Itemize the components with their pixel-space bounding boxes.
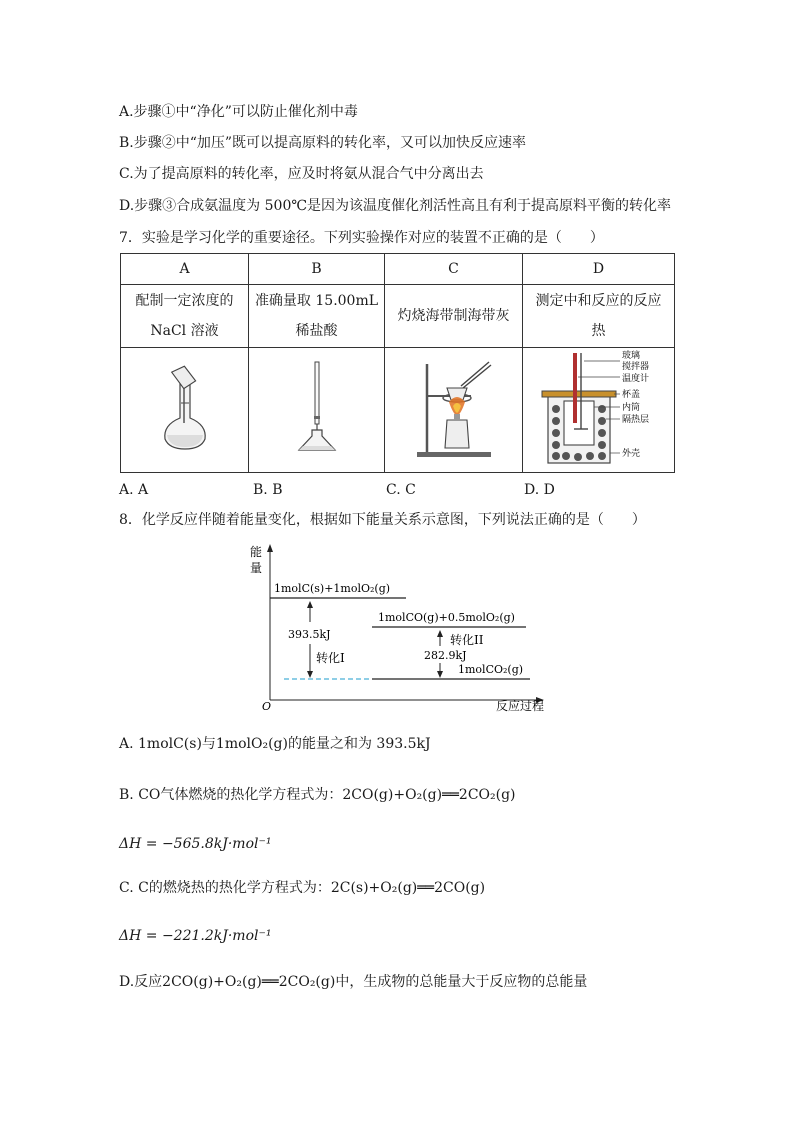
desc-d-line1: 测定中和反应的反应	[535, 293, 662, 309]
level-bottom-label: 1molCO₂(g)	[458, 663, 524, 676]
col-header-b: B	[249, 254, 385, 285]
q8-option-d: D.反应2CO(g)+O₂(g)══2CO₂(g)中，生成物的总能量大于反应物的总能量	[119, 974, 588, 990]
col-header-a: A	[121, 254, 249, 285]
q6-option-b: B.步骤②中“加压”既可以提高原料的转化率，又可以加快反应速率	[119, 135, 527, 151]
q8-option-a: A. 1molC(s)与1molO₂(g)的能量之和为 393.5kJ	[119, 736, 431, 752]
q8-option-b-dh: ΔH = −565.8kJ·mol⁻¹	[119, 836, 272, 852]
q8-stem: 8．化学反应伴随着能量变化，根据如下能量关系示意图，下列说法正确的是（ ）	[119, 512, 646, 528]
q7-choice-a: A. A	[119, 482, 149, 498]
origin-label: O	[262, 700, 272, 713]
desc-a-line1: 配制一定浓度的	[135, 293, 234, 309]
q6-option-c: C.为了提高原料的转化率，应及时将氨从混合气中分离出去	[119, 166, 484, 182]
col-header-c: C	[385, 254, 523, 285]
apparatus-a	[121, 348, 249, 473]
desc-d-line2: 热	[591, 323, 606, 339]
q6-option-a: A.步骤①中“净化”可以防止催化剂中毒	[119, 104, 358, 120]
col-header-d: D	[523, 254, 675, 285]
label-inner: 内筒	[621, 403, 640, 413]
path1-label: 转化I	[316, 651, 345, 665]
label-thermometer: 温度计	[621, 374, 649, 384]
q8-option-b: B. CO气体燃烧的热化学方程式为：2CO(g)+O₂(g)══2CO₂(g)	[119, 787, 516, 803]
burette-flask-icon	[287, 360, 347, 456]
experiment-table	[120, 253, 675, 473]
label-shell: 外壳	[621, 449, 640, 459]
desc-c-line1: 灼烧海带制海带灰	[397, 308, 510, 324]
desc-d	[523, 285, 675, 348]
label-lid: 杯盖	[621, 390, 640, 400]
x-label: 反应过程	[496, 699, 545, 713]
desc-b-line1: 准确量取 15.00mL	[254, 293, 379, 309]
label-insulation: 隔热层	[621, 415, 649, 425]
crucible-burner-icon	[409, 356, 499, 460]
label-stirrer: 搅拌器	[621, 362, 649, 372]
apparatus-d	[523, 348, 675, 473]
apparatus-b	[249, 348, 385, 473]
level-top-label: 1molC(s)+1molO₂(g)	[274, 582, 391, 595]
delta1-label: 393.5kJ	[288, 628, 331, 641]
path2-label: 转化II	[450, 633, 484, 647]
q8-option-c-dh: ΔH = −221.2kJ·mol⁻¹	[119, 928, 272, 944]
q6-option-d: D.步骤③合成氨温度为 500℃是因为该温度催化剂活性高且有利于提高原料平衡的转化率	[119, 198, 672, 214]
q7-choice-b: B. B	[253, 482, 283, 498]
desc-c	[385, 285, 523, 348]
q8-option-c: C. C的燃烧热的热化学方程式为：2C(s)+O₂(g)══2CO(g)	[119, 880, 486, 896]
y-label-1: 能	[250, 545, 263, 559]
volumetric-flask-icon	[155, 363, 215, 453]
desc-a-line2: NaCl 溶液	[150, 323, 219, 339]
delta2-label: 282.9kJ	[424, 649, 467, 662]
q7-choice-c: C. C	[386, 482, 416, 498]
desc-a	[121, 285, 249, 348]
desc-b-line2: 稀盐酸	[295, 323, 338, 339]
calorimeter-icon	[534, 349, 664, 467]
q7-choice-d: D. D	[524, 482, 555, 498]
label-glass: 玻璃	[621, 351, 640, 361]
energy-diagram	[240, 540, 550, 715]
apparatus-c	[385, 348, 523, 473]
desc-b	[249, 285, 385, 348]
y-label-2: 量	[250, 561, 263, 575]
q7-stem: 7．实验是学习化学的重要途径。下列实验操作对应的装置不正确的是（ ）	[119, 230, 604, 246]
level-mid-label: 1molCO(g)+0.5molO₂(g)	[378, 611, 515, 624]
